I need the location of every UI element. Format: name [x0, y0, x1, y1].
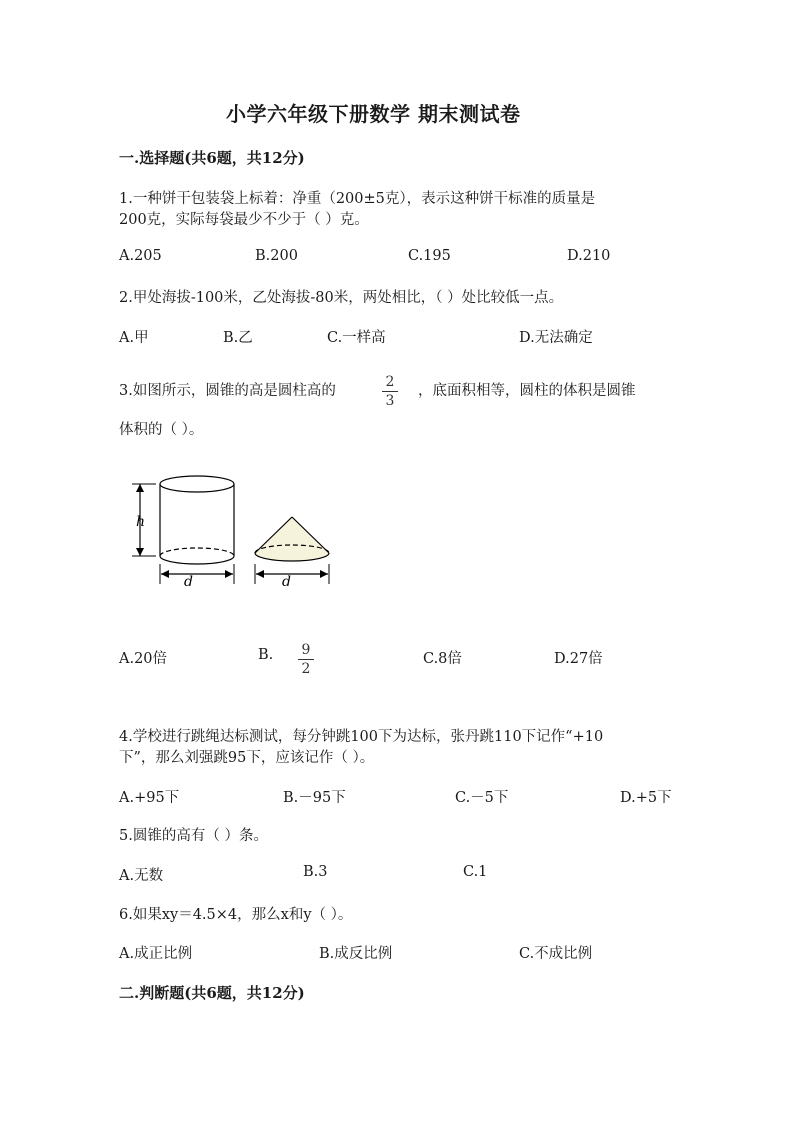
cone-diameter-right-head [320, 570, 328, 578]
section-heading-true-false: 二.判断题(共6题，共12分) [119, 984, 305, 1002]
option-c: C.8倍 [423, 651, 462, 667]
option-a: A.甲 [119, 330, 149, 346]
question-text: 6.如果xy＝4.5×4，那么x和y（ ）。 [119, 907, 353, 923]
fraction-denominator: 3 [385, 393, 395, 409]
question-text: 下”，那么刘强跳95下，应该记作（ ）。 [119, 750, 375, 766]
question-text: ，底面积相等，圆柱的体积是圆锥 [418, 383, 636, 399]
option-a: A.无数 [119, 868, 164, 884]
cylinder-cone-figure [120, 470, 350, 595]
cylinder-diameter-label: d [184, 574, 193, 590]
question-text: 200克，实际每袋最少不少于（ ）克。 [119, 212, 369, 228]
cylinder-base-back [160, 548, 234, 556]
option-d: D.27倍 [554, 651, 603, 667]
option-a: A.205 [119, 248, 162, 264]
option-b: B.成反比例 [319, 946, 393, 962]
option-c: C.1 [463, 864, 488, 880]
option-a: A.成正比例 [119, 946, 193, 962]
question-text: 2.甲处海拔-100米，乙处海拔-80米，两处相比，（ ）处比较低一点。 [119, 290, 564, 306]
cone-diameter-label: d [282, 574, 291, 590]
fraction-numerator: 2 [385, 374, 395, 390]
cylinder-base-front [160, 556, 234, 564]
question-text: 体积的（ ）。 [119, 422, 204, 438]
option-b: B. [258, 647, 274, 663]
option-c: C.195 [408, 248, 451, 264]
cylinder-diameter-left-head [161, 570, 169, 578]
cone-diameter-left-head [256, 570, 264, 578]
fraction-denominator: 2 [301, 661, 311, 677]
height-arrow-bottom-head [136, 548, 144, 556]
option-a: A.20倍 [119, 651, 168, 667]
question-text: 3.如图所示，圆锥的高是圆柱高的 [119, 383, 336, 399]
option-c: C.一样高 [327, 330, 386, 346]
height-arrow-top-head [136, 484, 144, 492]
option-b: B.－95下 [283, 790, 346, 806]
fraction-nine-halves [298, 642, 314, 677]
fraction-numerator: 9 [301, 642, 311, 658]
height-label: h [136, 514, 146, 530]
option-d: D.+5下 [620, 790, 672, 806]
option-d: D.无法确定 [519, 330, 593, 346]
section-heading-multiple-choice: 一.选择题(共6题，共12分) [119, 149, 305, 167]
cylinder-diameter-right-head [225, 570, 233, 578]
option-d: D.210 [567, 248, 611, 264]
option-b: B.200 [255, 248, 298, 264]
question-text: 4.学校进行跳绳达标测试，每分钟跳100下为达标，张丹跳110下记作“+10 [119, 729, 604, 745]
cylinder-top [160, 476, 234, 492]
option-a: A.+95下 [119, 790, 180, 806]
option-b: B.乙 [223, 330, 253, 346]
question-text: 1.一种饼干包装袋上标着：净重（200±5克），表示这种饼干标准的质量是 [119, 191, 596, 207]
fraction-two-thirds [382, 374, 398, 409]
option-c: C.－5下 [455, 790, 509, 806]
option-c: C.不成比例 [519, 946, 593, 962]
option-b: B.3 [303, 864, 328, 880]
page-title: 小学六年级下册数学 期末测试卷 [226, 102, 521, 126]
question-text: 5.圆锥的高有（ ）条。 [119, 828, 268, 844]
